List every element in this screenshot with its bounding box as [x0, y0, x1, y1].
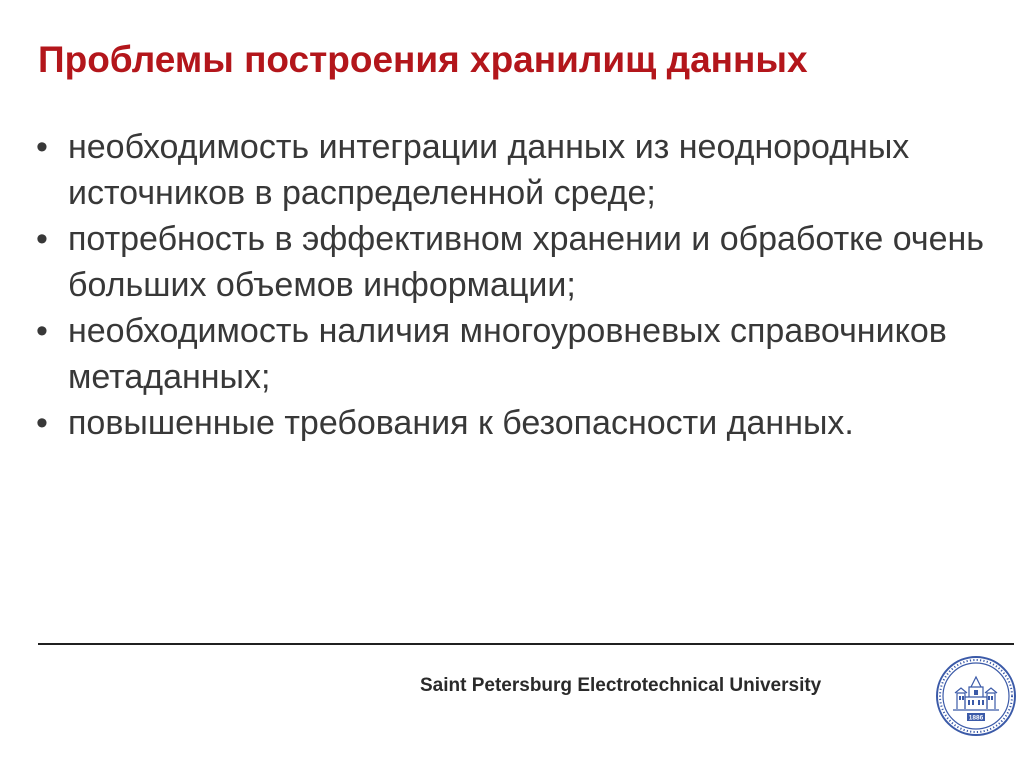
- bullet-item: [36, 308, 996, 400]
- bullet-item: [36, 216, 996, 308]
- bullet-text: необходимость интеграции данных из неоднородных источников в распределенной среде;: [68, 128, 910, 212]
- bullet-list: [36, 124, 996, 446]
- bullet-marker: •: [36, 404, 48, 442]
- university-name: Saint Petersburg Electrotechnical University: [420, 675, 822, 696]
- bullet-text: повышенные требования к безопасности данных.: [68, 404, 854, 442]
- seal-year: 1886: [968, 714, 984, 722]
- university-seal-icon: [935, 655, 1017, 737]
- footer-divider: [38, 643, 1014, 645]
- bullet-marker: •: [36, 220, 48, 258]
- bullet-text: потребность в эффективном хранении и обработке очень больших объемов информации;: [68, 220, 985, 304]
- bullet-item: [36, 124, 996, 216]
- slide-title: Проблемы построения хранилищ данных: [38, 39, 808, 80]
- bullet-item: [36, 400, 996, 446]
- bullet-text: необходимость наличия многоуровневых справочников метаданных;: [68, 312, 947, 396]
- bullet-marker: •: [36, 312, 48, 350]
- bullet-marker: •: [36, 128, 48, 166]
